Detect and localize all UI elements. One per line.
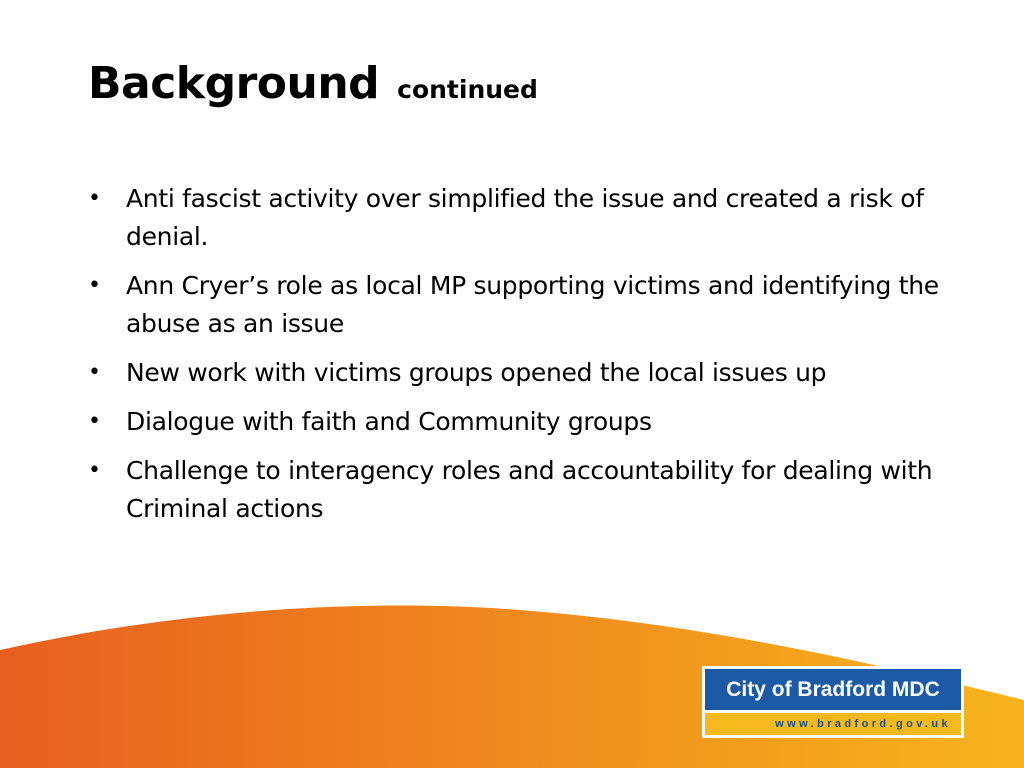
bullet-text: Challenge to interagency roles and accountability for dealing with Criminal actions (126, 456, 933, 523)
bullet-icon: • (88, 273, 101, 298)
title-subtitle: continued (397, 75, 538, 104)
bullet-icon: • (88, 458, 101, 483)
bullet-text: New work with victims groups opened the local issues up (126, 358, 827, 387)
logo-url: www.bradford.gov.uk (705, 713, 961, 735)
bullet-icon: • (88, 360, 101, 385)
bradford-logo (702, 666, 964, 738)
title-main: Background (88, 58, 380, 109)
bullet-text: Dialogue with faith and Community groups (126, 407, 652, 436)
bullet-icon: • (88, 186, 101, 211)
bullet-text: Anti fascist activity over simplified the issue and created a risk of denial. (126, 184, 924, 251)
bullet-icon: • (88, 409, 101, 434)
logo-name: City of Bradford MDC (705, 669, 961, 710)
bullet-text: Ann Cryer’s role as local MP supporting victims and identifying the abuse as an issue (126, 271, 939, 338)
